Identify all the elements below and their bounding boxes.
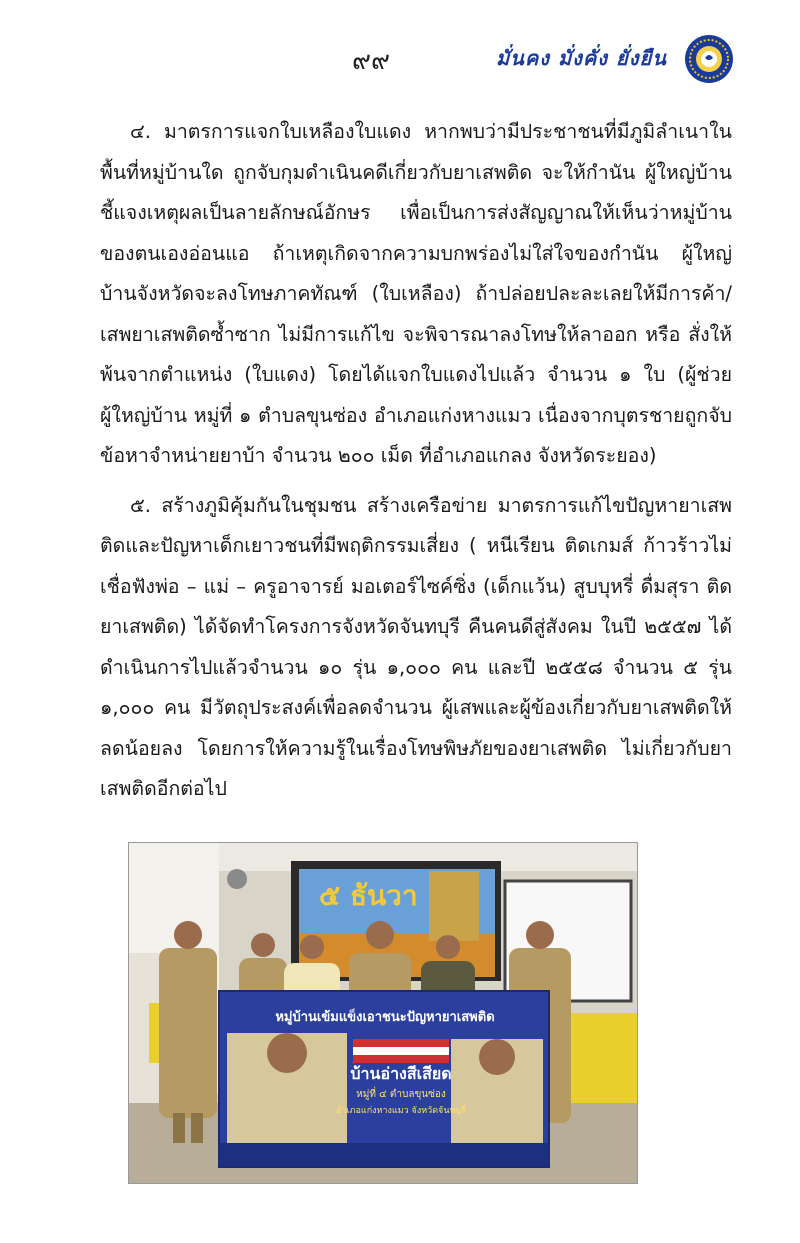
backdrop-title: ๕ ธันวา [319,879,418,912]
paragraph-text: ๔. มาตรการแจกใบเหลืองใบแดง หากพบว่ามีประชาชนที่มีภูมิลำเนาในพื้นที่หมู่บ้านใด ถูกจับกุมดำเนินคดีเกี่ยวกับยาเสพติด จะให้กำนัน ผู้ใหญ่บ้าน ชี้แจงเหตุผลเป็นลายลักษณ์อักษร เพื่อเป็นการส่งสัญญาณให้เห็นว่าหมู่บ้านของตนเองอ่อนแอ ถ้าเหตุเกิดจากความบกพร่องไม่ใส่ใจของกำนัน ผู้ใหญ่บ้านจังหวัดจะลงโทษภาคทัณฑ์ (ใบเหลือง) ถ้าปล่อยปละละเลยให้มีการค้า/เสพยาเสพติดซ้ำซาก ไม่มีการแก้ไข จะพิจารณาลงโทษให้ลาออก หรือ สั่งให้พ้นจากตำแหน่ง (ใบแดง) โดยได้แจกใบแดงไปแล้ว จำนวน ๑ ใบ (ผู้ช่วยผู้ใหญ่บ้าน หมู่ที่ ๑ ตำบลขุนซ่อง อำเภอแก่งหางแมว เนื่องจากบุตรชายถูกจับข้อหาจำหน่ายยาบ้า จำนวน ๒๐๐ เม็ด ที่อำเภอแกลง จังหวัดระยอง) [100,120,732,467]
banner-subtitle: หมู่ที่ ๔ ตำบลขุนซ่อง [356,1089,446,1100]
banner-district: อำเภอแก่งหางแมว จังหวัดจันทบุรี [336,1106,466,1116]
paragraph-measure-5 [100,486,732,810]
slogan: มั่นคง มั่งคั่ง ยั่งยืน [496,46,667,70]
banner-title: หมู่บ้านเข้มแข็งเอาชนะปัญหายาเสพติด [275,1010,495,1025]
paragraph-measure-4 [100,112,732,477]
paragraph-text: ๕. สร้างภูมิคุ้มกันในชุมชน สร้างเครือข่าย มาตรการแก้ไขปัญหายาเสพติดและปัญหาเด็กเยาวชนที่มีพฤติกรรมเสี่ยง ( หนีเรียน ติดเกมส์ ก้าวร้าวไม่เชื่อฟังพ่อ – แม่ – ครูอาจารย์ มอเตอร์ไซค์ซิ่ง (เด็กแว้น) สูบบุหรี่ ดื่มสุรา ติดยาเสพติด) ได้จัดทำโครงการจังหวัดจันทบุรี คืนคนดีสู่สังคม ในปี ๒๕๕๗ ได้ดำเนินการไปแล้วจำนวน ๑๐ รุ่น ๑,๐๐๐ คน และปี ๒๕๕๘ จำนวน ๕ รุ่น ๑,๐๐๐ คน มีวัตถุประสงค์เพื่อลดจำนวน ผู้เสพและผู้ข้องเกี่ยวกับยาเสพติดให้ลดน้อยลง โดยการให้ความรู้ในเรื่องโทษพิษภัยของยาเสพติด ไม่เกี่ยวกับยาเสพติดอีกต่อไป [100,493,732,800]
government-emblem-icon [684,34,734,84]
page-number: ๙๙ [352,46,391,76]
body-text [100,112,732,810]
banner-village: บ้านอ่างสีเสียด [350,1064,452,1083]
event-photo [128,842,638,1184]
